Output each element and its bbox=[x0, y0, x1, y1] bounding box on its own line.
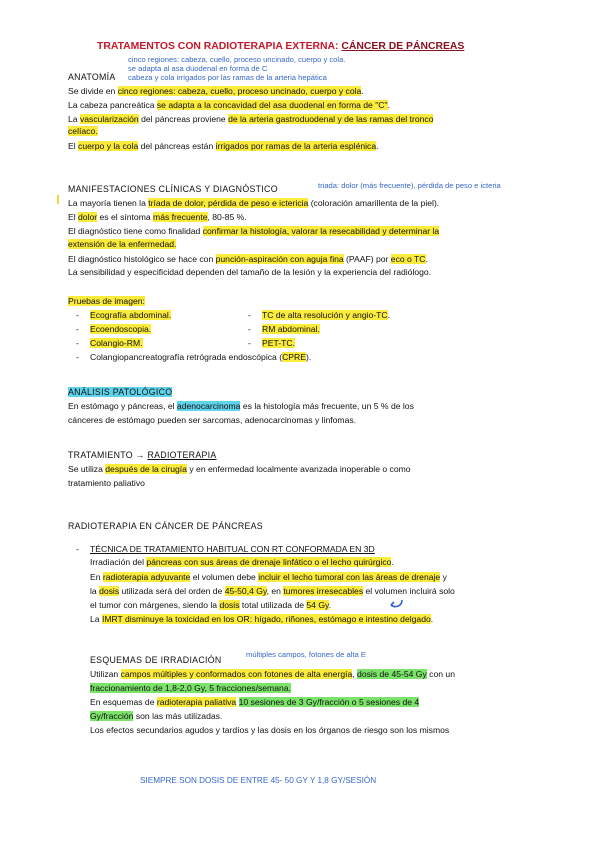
section-heading-patologico: ANÁLISIS PATOLÓGICO bbox=[68, 387, 173, 397]
list-item: TC de alta resolución y angio-TC. bbox=[262, 310, 391, 320]
handwritten-note: cabeza y cola irrigados por las ramas de la arteria hepática bbox=[128, 73, 327, 82]
paragraph-line: La mayoría tienen la tríada de dolor, pérdida de peso e ictericia (coloración amarillenta de la piel). bbox=[68, 198, 440, 208]
list-item: Ecografía abdominal. bbox=[90, 310, 172, 320]
title-main: TRATAMENTOS CON RADIOTERAPIA EXTERNA: bbox=[97, 41, 342, 52]
bullet-dash: - bbox=[248, 324, 251, 334]
paragraph-line: el tumor con márgenes, siendo la dosis total utilizada de 54 Gy. bbox=[90, 600, 332, 610]
list-item: Ecoendoscopia. bbox=[90, 324, 152, 334]
handwritten-note: cinco regiones: cabeza, cuello, proceso uncinado, cuerpo y cola. bbox=[128, 55, 346, 64]
paragraph-line: extensión de la enfermedad. bbox=[68, 239, 177, 249]
section-heading-tratamiento: TRATAMIENTO → RADIOTERAPIA bbox=[68, 450, 217, 460]
paragraph-line: El diagnóstico tiene como finalidad confirmar la histología, valorar la resecabilidad y determinar la bbox=[68, 226, 440, 236]
paragraph-line: La IMRT disminuye la toxicidad en los OR: hígado, riñones, estómago e intestino delgado. bbox=[90, 614, 434, 624]
paragraph-line: tratamiento paliativo bbox=[68, 478, 145, 488]
paragraph-line: La vascularización del páncreas proviene de la arteria gastroduodenal y de las ramas del tronco bbox=[68, 114, 434, 124]
list-item: PET-TC. bbox=[262, 338, 295, 348]
handwritten-note: múltiples campos, fotones de alta E bbox=[246, 650, 366, 659]
paragraph-line: fraccionamiento de 1,8-2,0 Gy, 5 fracciones/semana. bbox=[90, 683, 291, 693]
paragraph-line: Irradiación del páncreas con sus áreas de drenaje linfático o el lecho quirúrgico. bbox=[90, 557, 394, 567]
bullet-dash: - bbox=[76, 324, 79, 334]
title-subject: CÁNCER DE PÁNCREAS bbox=[341, 41, 465, 52]
paragraph-line: En radioterapia adyuvante el volumen debe incluir el lecho tumoral con las áreas de drenaje y bbox=[90, 572, 447, 582]
paragraph-line: La sensibilidad y especificidad dependen del tamaño de la lesión y la experiencia del radiólogo. bbox=[68, 267, 432, 277]
paragraph-line: El diagnóstico histológico se hace con punción-aspiración con aguja fina (PAAF) por eco o TC. bbox=[68, 254, 428, 264]
paragraph-line: Gy/fracción son las más utilizadas. bbox=[90, 711, 223, 721]
handwritten-note: triada: dolor (más frecuente), pérdida de peso e icteria bbox=[318, 181, 501, 190]
handwritten-note: SIEMPRE SON DOSIS DE ENTRE 45- 50 GY Y 1,8 GY/SESIÓN bbox=[140, 776, 377, 785]
paragraph-line: El cuerpo y la cola del páncreas están irrigados por ramas de la arteria esplénica. bbox=[68, 141, 379, 151]
bullet-dash: - bbox=[76, 352, 79, 362]
list-item: Colangio-RM. bbox=[90, 338, 143, 348]
bullet-dash: - bbox=[76, 338, 79, 348]
paragraph-line: cánceres de estómago pueden ser sarcomas, adenocarcinomas y linfomas. bbox=[68, 415, 357, 425]
document-title bbox=[97, 41, 464, 52]
handwritten-note: se adapta al asa duodenal en forma de C bbox=[128, 64, 268, 73]
list-item: RM abdominal. bbox=[262, 324, 320, 334]
paragraph-line: Los efectos secundarios agudos y tardíos y las dosis en los órganos de riesgo son los mismos bbox=[90, 725, 450, 735]
section-heading-radioterapia: RADIOTERAPIA EN CÁNCER DE PÁNCREAS bbox=[68, 521, 263, 531]
paragraph-line: Utilizan campos múltiples y conformados con fotones de alta energía, dosis de 45-54 Gy con un bbox=[90, 669, 455, 679]
section-heading-manifestaciones: MANIFESTACIONES CLÍNICAS Y DIAGNÓSTICO bbox=[68, 184, 278, 194]
subheading-esquemas: ESQUEMAS DE IRRADIACIÓN bbox=[90, 655, 222, 665]
paragraph-line: En esquemas de radioterapia paliativa 10 sesiones de 3 Gy/fracción o 5 sesiones de 4 bbox=[90, 697, 420, 707]
list-item: Colangiopancreatografía retrógrada endoscópica (CPRE). bbox=[90, 352, 312, 362]
paragraph-line: El dolor es el síntoma más frecuente, 80-85 %. bbox=[68, 212, 247, 222]
bullet-dash: - bbox=[248, 310, 251, 320]
paragraph-line: Se utiliza después de la cirugía y en enfermedad localmente avanzada inoperable o como bbox=[68, 464, 411, 474]
bullet-dash: - bbox=[76, 310, 79, 320]
margin-mark bbox=[57, 195, 59, 204]
paragraph-line: La cabeza pancreática se adapta a la concavidad del asa duodenal en forma de "C". bbox=[68, 100, 390, 110]
pruebas-heading: Pruebas de imagen: bbox=[68, 296, 145, 306]
paragraph-line: Se divide en cinco regiones: cabeza, cuello, proceso uncinado, cuerpo y cola. bbox=[68, 86, 364, 96]
subheading-tecnica: TÉCNICA DE TRATAMIENTO HABITUAL CON RT CONFORMADA EN 3D bbox=[90, 544, 375, 554]
return-arrow-icon bbox=[388, 598, 404, 610]
bullet-dash: - bbox=[248, 338, 251, 348]
paragraph-line: la dosis utilizada será del orden de 45-50,4 Gy, en tumores irresecables el volumen incluirá solo bbox=[90, 586, 455, 596]
bullet-dash: - bbox=[76, 544, 79, 554]
section-heading-anatomia: ANATOMÍA bbox=[68, 72, 116, 82]
paragraph-line: En estómago y páncreas, el adenocarcinoma es la histología más frecuente, un 5 % de los bbox=[68, 401, 414, 411]
paragraph-line: celíaco. bbox=[68, 126, 98, 136]
